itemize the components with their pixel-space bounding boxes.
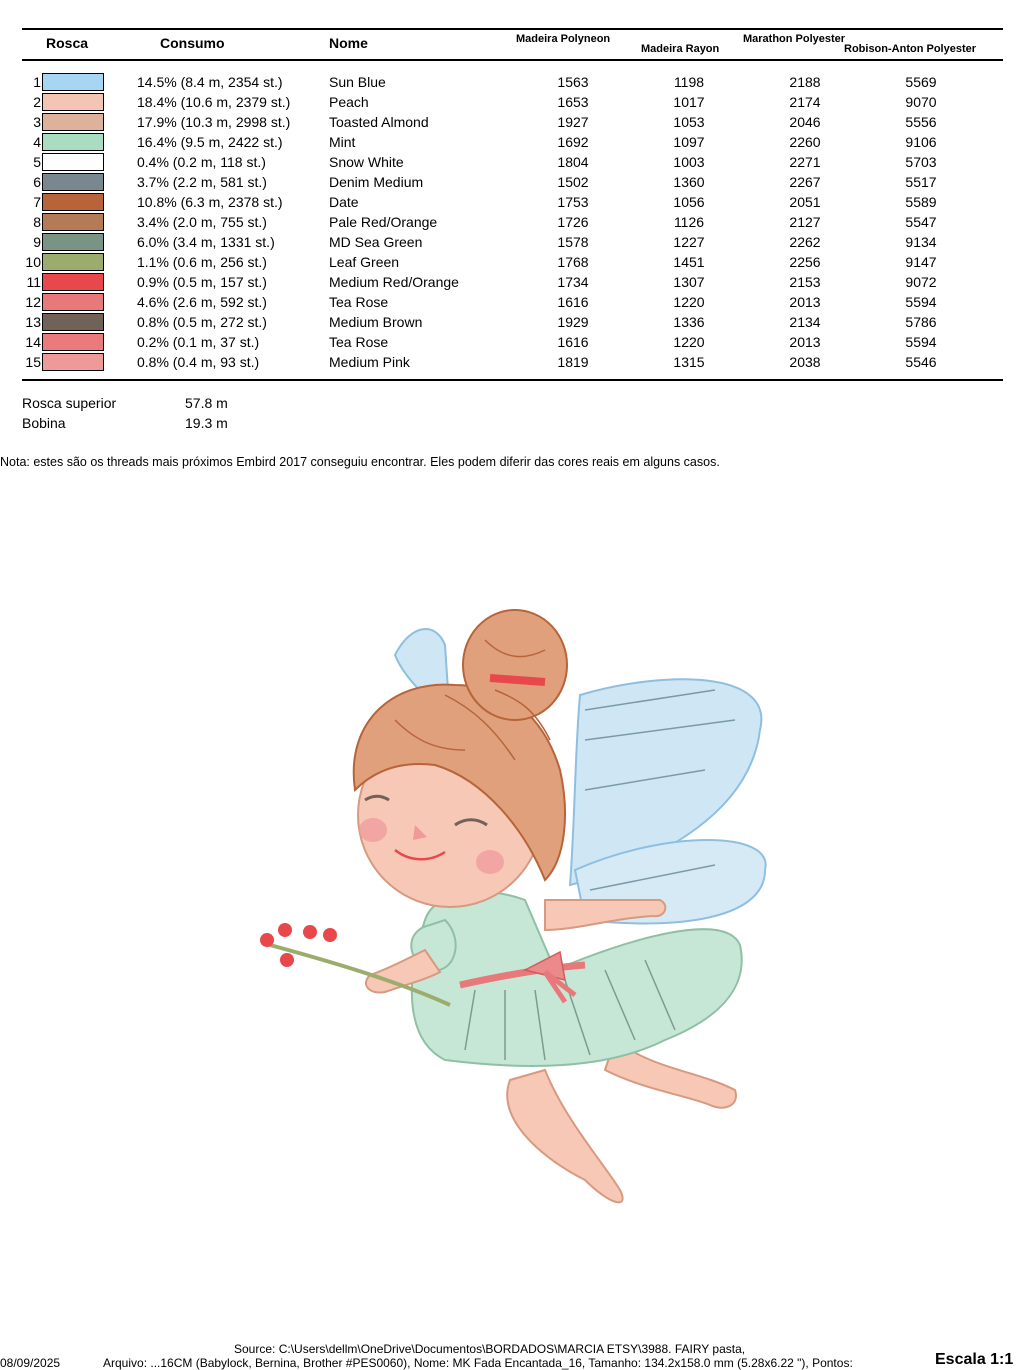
robison-anton-code: 5703 [905,154,937,170]
madeira-polyneon-code: 1578 [557,234,589,250]
madeira-polyneon-code: 1653 [557,94,589,110]
thread-name: Denim Medium [329,174,424,190]
marathon-polyester-code: 2267 [789,174,821,190]
madeira-polyneon-code: 1726 [557,214,589,230]
header-madeira-polyneon: Madeira Polyneon [516,33,611,45]
thread-color-swatch [42,313,104,331]
thread-color-swatch [42,233,104,251]
header-rosca: Rosca [46,35,89,51]
madeira-polyneon-code: 1734 [557,274,589,290]
thread-note: Nota: estes são os threads mais próximos Embird 2017 conseguiu encontrar. Eles podem diferir das cores reais em alguns casos. [0,455,720,469]
marathon-polyester-code: 2046 [789,114,821,130]
robison-anton-code: 9072 [905,274,937,290]
thread-name: Toasted Almond [329,114,429,130]
thread-name: Medium Brown [329,314,423,330]
robison-anton-code: 5786 [905,314,937,330]
thread-index: 13 [25,314,41,330]
fairy-illustration [260,610,766,1202]
madeira-rayon-code: 1053 [673,114,705,130]
madeira-polyneon-code: 1692 [557,134,589,150]
thread-color-swatch [42,213,104,231]
thread-color-swatch [42,273,104,291]
madeira-rayon-code: 1360 [673,174,705,190]
madeira-polyneon-code: 1616 [557,334,589,350]
madeira-polyneon-code: 1563 [557,74,589,90]
thread-color-swatch [42,93,104,111]
madeira-rayon-code: 1198 [673,74,705,90]
madeira-polyneon-code: 1819 [557,354,589,370]
thread-consumption: 18.4% (10.6 m, 2379 st.) [137,94,291,110]
thread-consumption: 0.2% (0.1 m, 37 st.) [137,334,260,350]
marathon-polyester-code: 2051 [789,194,821,210]
marathon-polyester-code: 2038 [789,354,821,370]
thread-name: Mint [329,134,356,150]
thread-consumption: 6.0% (3.4 m, 1331 st.) [137,234,275,250]
table-row [0,352,1024,372]
thread-index: 15 [25,354,41,370]
fairy-embroidery-preview [245,600,785,1220]
thread-consumption: 16.4% (9.5 m, 2422 st.) [137,134,283,150]
madeira-polyneon-code: 1753 [557,194,589,210]
thread-index: 4 [33,134,41,150]
thread-index: 3 [33,114,41,130]
thread-consumption: 3.7% (2.2 m, 581 st.) [137,174,267,190]
footer-arquivo: Arquivo: ...16CM (Babylock, Bernina, Brother #PES0060), Nome: MK Fada Encantada_16, Tamanho: 134.2x158.0 mm (5.28x6.22 "), Pontos: [103,1356,853,1370]
madeira-polyneon-code: 1804 [557,154,589,170]
robison-anton-code: 5569 [905,74,937,90]
madeira-rayon-code: 1307 [673,274,705,290]
table-row [0,212,1024,232]
marathon-polyester-code: 2134 [789,314,821,330]
table-bottom-rule [22,379,1003,381]
table-row [0,132,1024,152]
rosca-superior-label: Rosca superior [22,395,117,411]
thread-consumption: 17.9% (10.3 m, 2998 st.) [137,114,291,130]
table-header-rule [22,59,1003,61]
thread-consumption: 3.4% (2.0 m, 755 st.) [137,214,267,230]
thread-name: Medium Red/Orange [329,274,459,290]
thread-color-swatch [42,253,104,271]
thread-color-swatch [42,113,104,131]
table-row [0,172,1024,192]
madeira-rayon-code: 1451 [673,254,705,270]
madeira-rayon-code: 1227 [673,234,705,250]
robison-anton-code: 5594 [905,334,937,350]
madeira-rayon-code: 1056 [673,194,705,210]
table-row [0,152,1024,172]
table-top-rule [22,28,1003,30]
madeira-rayon-code: 1017 [673,94,705,110]
thread-consumption: 4.6% (2.6 m, 592 st.) [137,294,267,310]
footer-date: 08/09/2025 [0,1356,61,1370]
marathon-polyester-code: 2127 [789,214,821,230]
bobina-value: 19.3 m [185,415,228,431]
madeira-rayon-code: 1220 [673,294,705,310]
thread-index: 12 [25,294,41,310]
marathon-polyester-code: 2013 [789,294,821,310]
table-row [0,252,1024,272]
table-row [0,92,1024,112]
robison-anton-code: 5517 [905,174,937,190]
marathon-polyester-code: 2271 [789,154,821,170]
thread-color-swatch [42,333,104,351]
robison-anton-code: 9106 [905,134,937,150]
thread-name: Medium Pink [329,354,410,370]
thread-index: 9 [33,234,41,250]
marathon-polyester-code: 2174 [789,94,821,110]
thread-consumption: 1.1% (0.6 m, 256 st.) [137,254,267,270]
thread-name: MD Sea Green [329,234,423,250]
table-row [0,292,1024,312]
marathon-polyester-code: 2260 [789,134,821,150]
thread-index: 8 [33,214,41,230]
madeira-rayon-code: 1097 [673,134,705,150]
robison-anton-code: 9070 [905,94,937,110]
table-row [0,72,1024,92]
thread-consumption: 0.4% (0.2 m, 118 st.) [137,154,266,170]
marathon-polyester-code: 2262 [789,234,821,250]
madeira-rayon-code: 1003 [673,154,705,170]
thread-consumption: 0.9% (0.5 m, 157 st.) [137,274,267,290]
robison-anton-code: 5546 [905,354,937,370]
thread-name: Tea Rose [329,334,389,350]
table-row [0,272,1024,292]
thread-color-swatch [42,133,104,151]
thread-index: 6 [33,174,41,190]
thread-index: 14 [25,334,41,350]
robison-anton-code: 5556 [905,114,937,130]
thread-name: Peach [329,94,369,110]
thread-name: Snow White [329,154,404,170]
header-madeira-rayon: Madeira Rayon [641,43,720,55]
robison-anton-code: 5589 [905,194,937,210]
madeira-polyneon-code: 1929 [557,314,589,330]
footer-escala: Escala 1:1 [935,1351,1014,1368]
rosca-superior-value: 57.8 m [185,395,228,411]
thread-name: Date [329,194,359,210]
thread-color-swatch [42,353,104,371]
madeira-rayon-code: 1336 [673,314,705,330]
marathon-polyester-code: 2153 [789,274,821,290]
thread-name: Pale Red/Orange [329,214,438,230]
header-nome: Nome [329,35,368,51]
thread-color-swatch [42,73,104,91]
robison-anton-code: 5547 [905,214,937,230]
thread-color-swatch [42,293,104,311]
table-row [0,312,1024,332]
header-robison-anton: Robison-Anton Polyester [844,43,977,55]
header-consumo: Consumo [160,35,225,51]
header-marathon-polyester: Marathon Polyester [743,33,846,45]
table-row [0,332,1024,352]
thread-consumption: 10.8% (6.3 m, 2378 st.) [137,194,283,210]
thread-index: 7 [33,194,41,210]
robison-anton-code: 5594 [905,294,937,310]
footer-source: Source: C:\Users\dellm\OneDrive\Documentos\BORDADOS\MARCIA ETSY\3988. FAIRY pasta, [234,1342,746,1356]
thread-name: Leaf Green [329,254,400,270]
thread-consumption: 0.8% (0.4 m, 93 st.) [137,354,260,370]
madeira-polyneon-code: 1768 [557,254,589,270]
marathon-polyester-code: 2188 [789,74,821,90]
madeira-rayon-code: 1126 [673,214,705,230]
thread-name: Tea Rose [329,294,389,310]
robison-anton-code: 9147 [905,254,937,270]
madeira-polyneon-code: 1616 [557,294,589,310]
madeira-polyneon-code: 1927 [557,114,589,130]
thread-index: 11 [26,274,41,290]
thread-consumption: 0.8% (0.5 m, 272 st.) [137,314,267,330]
marathon-polyester-code: 2013 [789,334,821,350]
thread-color-swatch [42,153,104,171]
thread-consumption: 14.5% (8.4 m, 2354 st.) [137,74,283,90]
madeira-rayon-code: 1315 [673,354,705,370]
thread-index: 1 [33,74,41,90]
thread-color-swatch [42,193,104,211]
thread-color-swatch [42,173,104,191]
marathon-polyester-code: 2256 [789,254,821,270]
thread-name: Sun Blue [329,74,386,90]
thread-index: 10 [25,254,41,270]
robison-anton-code: 9134 [905,234,937,250]
thread-index: 5 [33,154,41,170]
table-row [0,112,1024,132]
bobina-label: Bobina [22,415,66,431]
madeira-rayon-code: 1220 [673,334,705,350]
table-row [0,232,1024,252]
thread-index: 2 [33,94,41,110]
table-row [0,192,1024,212]
madeira-polyneon-code: 1502 [557,174,589,190]
